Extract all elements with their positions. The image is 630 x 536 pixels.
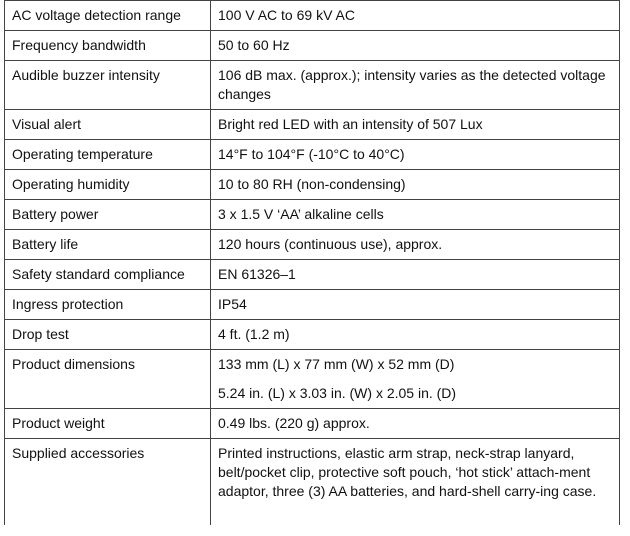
table-row [5, 439, 620, 526]
spec-label: Battery life [5, 230, 211, 260]
table-row [5, 140, 620, 170]
spec-value: 106 dB max. (approx.); intensity varies as the detected voltage changes [211, 61, 620, 110]
spec-value: 14°F to 104°F (-10°C to 40°C) [211, 140, 620, 170]
spec-label: Product weight [5, 409, 211, 439]
table-row [5, 110, 620, 140]
spec-value: 3 x 1.5 V ‘AA’ alkaline cells [211, 200, 620, 230]
spec-value: 120 hours (continuous use), approx. [211, 230, 620, 260]
spec-value: 0.49 lbs. (220 g) approx. [211, 409, 620, 439]
table-row [5, 320, 620, 350]
table-row [5, 290, 620, 320]
spec-label: Drop test [5, 320, 211, 350]
spec-value [211, 350, 620, 409]
dimensions-imperial: 5.24 in. (L) x 3.03 in. (W) x 2.05 in. (D) [218, 385, 457, 401]
table-row [5, 1, 620, 31]
spec-label: Ingress protection [5, 290, 211, 320]
table-row [5, 200, 620, 230]
spec-value: 4 ft. (1.2 m) [211, 320, 620, 350]
table-row [5, 61, 620, 110]
spec-value: Bright red LED with an intensity of 507 Lux [211, 110, 620, 140]
spec-label: Battery power [5, 200, 211, 230]
table-row [5, 350, 620, 409]
table-row [5, 31, 620, 61]
spec-value: Printed instructions, elastic arm strap, neck-strap lanyard, belt/pocket clip, protective soft pouch, ‘hot stick’ attach-ment adaptor, three (3) AA batteries, and hard-shell carry-ing case. [211, 439, 620, 526]
spec-label: Visual alert [5, 110, 211, 140]
spec-label: Audible buzzer intensity [5, 61, 211, 110]
spec-label: Operating temperature [5, 140, 211, 170]
spec-label: Frequency bandwidth [5, 31, 211, 61]
spec-value: EN 61326–1 [211, 260, 620, 290]
spec-value: 100 V AC to 69 kV AC [211, 1, 620, 31]
spec-label: Product dimensions [5, 350, 211, 409]
table-row [5, 260, 620, 290]
table-row [5, 409, 620, 439]
spec-value: 10 to 80 RH (non-condensing) [211, 170, 620, 200]
spec-value: IP54 [211, 290, 620, 320]
table-row [5, 170, 620, 200]
spec-label: Supplied accessories [5, 439, 211, 526]
spec-label: Safety standard compliance [5, 260, 211, 290]
spec-value: 50 to 60 Hz [211, 31, 620, 61]
dimensions-metric: 133 mm (L) x 77 mm (W) x 52 mm (D) [218, 356, 455, 372]
specifications-table [4, 0, 620, 525]
spec-label: Operating humidity [5, 170, 211, 200]
table-row [5, 230, 620, 260]
spec-label: AC voltage detection range [5, 1, 211, 31]
